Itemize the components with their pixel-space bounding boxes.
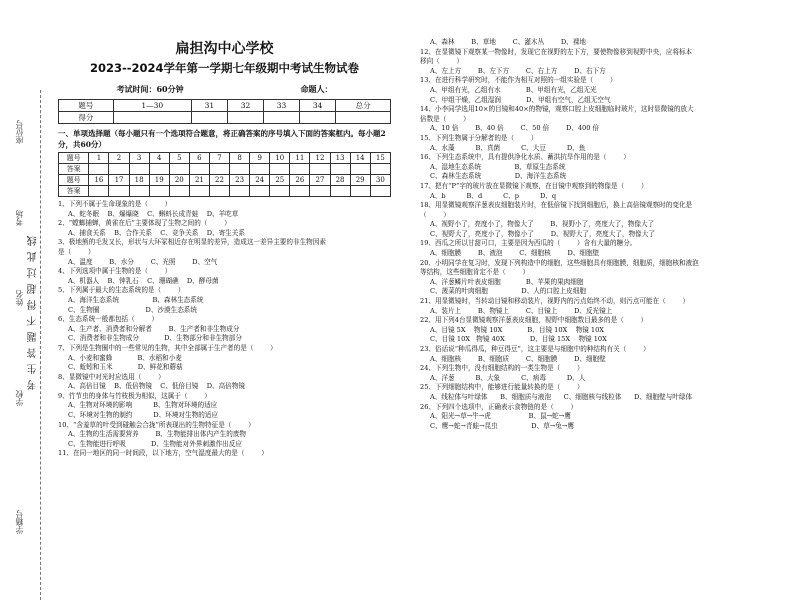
question-options: C、消费者和非生物成分 D、生物部分和非生物部分 — [68, 334, 242, 343]
question-number-cell: 21 — [189, 175, 209, 186]
question-text: 5、下列属于最大的生态系统的是（ ） — [58, 286, 185, 295]
question-options: C、生物圈 D、沙漠生态系统 — [68, 305, 197, 314]
score-header-cell: 总分 — [336, 100, 391, 112]
question-text: 19、西瓜之所以甘甜可口，主要是因为西瓜的（ ）含有大量的糖分。 — [420, 239, 637, 248]
question-options: A、目镜 5X 物镜 10X B、目镜 10X 物镜 10X — [430, 325, 604, 334]
question-text: 2、“螳螂捕蝉，黄雀在后”主要体现了生物之间的（ ） — [58, 219, 231, 228]
question-number-cell: 28 — [330, 175, 350, 186]
answer-cell[interactable] — [330, 186, 350, 197]
question-number-cell: 13 — [330, 153, 350, 164]
question-number-cell: 20 — [169, 175, 189, 186]
exam-time: 考试时间：60分钟 — [116, 84, 184, 94]
question-options: A、10 倍 B、40 倍 C、50 倍 D、400 倍 — [430, 124, 600, 133]
question-text: 移向（ ） — [420, 57, 464, 66]
answer-cell[interactable] — [189, 164, 209, 175]
answer-grid-label: 题号 — [59, 175, 89, 186]
question-text: 25、下列细胞结构中，能够进行能量转换的是（ ） — [420, 383, 584, 392]
question-number-cell: 12 — [310, 153, 330, 164]
answer-cell[interactable] — [169, 186, 189, 197]
score-cell[interactable] — [191, 112, 227, 124]
question-text: 15、下列生物属于分解者的是（ ） — [420, 133, 538, 142]
question-options: A、细胞膜 B、液泡 C、细胞核 D、细胞壁 — [430, 249, 600, 258]
question-options: A、阳光→草→牛→虎 B、鼠→蛇→鹰 — [430, 412, 571, 421]
question-options: A、甲组有光，乙组有水 B、甲组有光，乙组无光 — [430, 85, 597, 94]
question-options: A、生物对环境的影响 B、生物对环境的适应 — [68, 401, 218, 410]
question-text: 11、在同一地区的同一时间段，以下地方，空气湿度最大的是（ ） — [58, 449, 268, 458]
answer-cell[interactable] — [129, 164, 149, 175]
right-questions — [420, 38, 776, 431]
question-options: A、生物的生活需要营养 B、生物能排出体内产生的废物 — [68, 430, 247, 439]
exam-room-label: 考场 — [15, 210, 24, 226]
question-number-cell: 11 — [290, 153, 310, 164]
question-text: 14、小李同学选用10×的目镜和40×的物镜，观察口腔上皮细胞临时玻片，这时显微镜的放大 — [420, 105, 694, 114]
score-table — [58, 99, 391, 124]
answer-cell[interactable] — [290, 164, 310, 175]
question-number-cell: 26 — [290, 175, 310, 186]
question-text: （ ） — [420, 210, 450, 219]
answer-cell[interactable] — [330, 164, 350, 175]
answer-cell[interactable] — [230, 186, 250, 197]
question-number-cell: 18 — [129, 175, 149, 186]
name-label: 姓名 — [15, 290, 24, 306]
question-text: 4、下列选项中属于生物的是（ ） — [58, 267, 172, 276]
question-number-cell: 17 — [109, 175, 129, 186]
answer-cell[interactable] — [370, 164, 390, 175]
question-options: A、机器人 B、钟乳石 C、珊瑚礁 D、酵母菌 — [68, 276, 219, 285]
seal-line-text: 考生答题不得超过此线 — [28, 230, 39, 390]
question-text: 1、下列不属于生命现象的是（ ） — [58, 200, 172, 208]
question-number-cell: 23 — [230, 175, 250, 186]
answer-cell[interactable] — [149, 164, 169, 175]
question-number-cell: 10 — [270, 153, 290, 164]
question-options: A、蛇冬眠 B、爆爆晓 C、蝌蚪长成青蛙 D、羊吃草 — [68, 209, 239, 218]
question-options: A、森林 B、草地 C、灌木丛 D、裸地 — [430, 38, 586, 46]
question-text: 13、在进行科学研究时，不能作为相互对照的一组实验是（ ） — [420, 76, 617, 85]
answer-cell[interactable] — [250, 164, 270, 175]
answer-cell[interactable] — [270, 186, 290, 197]
question-options: A、装片上 B、物镜上 C、目镜上 D、反光镜上 — [430, 306, 613, 315]
question-options: A、捕食关系 B、合作关系 C、竞争关系 D、寄生关系 — [68, 228, 245, 237]
question-options: A、生产者、消费者和分解者 B、生产者和非生物成分 — [68, 324, 240, 333]
answer-grid — [58, 152, 391, 197]
score-cell[interactable] — [227, 112, 263, 124]
question-number-cell: 22 — [209, 175, 229, 186]
question-number-cell: 29 — [350, 175, 370, 186]
question-options: A、湿地生态系统 B、草原生态系统 — [430, 162, 566, 171]
answer-grid-label: 题号 — [59, 153, 89, 164]
score-header-cell: 题号 — [59, 100, 114, 112]
exam-title: 2023--2024学年第一学期七年级期中考试生物试卷 — [89, 61, 360, 75]
question-options: C、蚯蚓和玉米 D、鲜花和蘑菇 — [68, 363, 183, 372]
question-text: 12、在显微镜下观察某一物像时，发现它在视野的左下方，要使物像移到视野中央，应将标本 — [420, 47, 693, 56]
question-number-cell: 8 — [230, 153, 250, 164]
question-number-cell: 1 — [89, 153, 109, 164]
left-questions — [58, 200, 391, 459]
score-value-row — [59, 112, 391, 124]
answer-grid-label: 答案 — [59, 164, 89, 175]
score-header-cell: 34 — [300, 100, 336, 112]
question-options: A、温度 B、水分 C、光照 D、空气 — [68, 257, 218, 266]
answer-grid-label: 答案 — [59, 186, 89, 197]
school-name: 扁担沟中心学校 — [175, 41, 274, 57]
question-number-cell: 24 — [250, 175, 270, 186]
answer-cell[interactable] — [290, 186, 310, 197]
answer-input-row — [59, 164, 391, 175]
question-text: 22、用下列4台显微镜观察洋葱表皮细胞，视野中细胞数目最多的是（ ） — [420, 316, 648, 325]
question-number-cell: 27 — [310, 175, 330, 186]
question-text: 16、下列生态系统中，具有提供净化水质、蓄洪抗旱作用的是（ ） — [420, 153, 630, 162]
question-text: 17、把有“P”字的玻片放在显微镜下观察，在目镜中观察到的物像是（ ） — [420, 181, 648, 190]
answer-cell[interactable] — [209, 164, 229, 175]
question-options: C、森林生态系统 D、海洋生态系统 — [430, 172, 567, 181]
score-cell[interactable] — [113, 112, 191, 124]
answer-cell[interactable] — [109, 164, 129, 175]
question-text: 21、用显微镜时，当转动目镜和移动装片，视野内的污点始终不动，则污点可能在（ ） — [420, 297, 690, 306]
question-number-cell: 16 — [89, 175, 109, 186]
question-text: 7、下列是生物圈中的一些常见的生物，其中全部属于生产者的是（ ） — [58, 343, 277, 352]
question-options: C、鹰→蛇→青蛙→昆虫 D、草→兔→鹰 — [430, 421, 575, 430]
answer-cell[interactable] — [149, 186, 169, 197]
exam-meta — [58, 84, 391, 95]
left-column — [58, 38, 391, 459]
score-cell[interactable] — [336, 112, 391, 124]
question-number-cell: 9 — [250, 153, 270, 164]
question-number-cell: 14 — [350, 153, 370, 164]
question-options: A、水藻 B、真菌 C、大豆 D、鱼 — [430, 143, 586, 152]
student-id-label: 学籍号 — [15, 510, 24, 534]
answer-cell[interactable] — [270, 164, 290, 175]
question-options: A、细胞核 B、细胞质 C、细胞膜 D、细胞壁 — [430, 354, 606, 363]
answer-cell[interactable] — [89, 186, 109, 197]
answer-number-row — [59, 175, 391, 186]
answer-number-row — [59, 153, 391, 164]
question-text: 10、“含羞草的叶受到碰触会合拢”所表现出的生物特征是（ ） — [58, 420, 255, 429]
question-text: 24、下列生物中，没有细胞结构的一类生物是（ ） — [420, 364, 584, 373]
question-text: 18、用显微镜观察洋葱表皮细胞装片时，在低倍镜下找到细胞后，换上高倍镜观察时的变化是 — [420, 201, 693, 210]
question-options: A、海洋生态系统 B、森林生态系统 — [68, 295, 204, 304]
score-header-cell: 32 — [227, 100, 263, 112]
question-number-cell: 7 — [209, 153, 229, 164]
answer-cell[interactable] — [350, 186, 370, 197]
score-header-cell: 31 — [191, 100, 227, 112]
question-options: A、高倍目镜 B、低倍物镜 C、低倍目镜 D、高倍物镜 — [68, 382, 245, 391]
answer-cell[interactable] — [189, 186, 209, 197]
question-text: 20、小明同学在复习时，发现下列构造中的细胞，这些细胞具有细胞膜，细胞质，细胞核和液泡 — [420, 258, 699, 267]
score-row-label: 得分 — [59, 112, 114, 124]
question-options: A、线粒体与叶绿体 B、细胞质与液泡 C、细胞核与线粒体 D、细胞壁与叶绿体 — [430, 392, 693, 401]
answer-cell[interactable] — [310, 186, 330, 197]
question-options: C、甲组干燥，乙组湿润 D、甲组有空气，乙组无空气 — [430, 95, 611, 104]
answer-cell[interactable] — [129, 186, 149, 197]
question-options: C、生物能进行呼吸 D、生物能对外界刺激作出反应 — [68, 439, 242, 448]
answer-cell[interactable] — [250, 186, 270, 197]
score-cell[interactable] — [264, 112, 300, 124]
question-text: 倍数是（ ） — [420, 114, 470, 123]
question-options: C、环境对生物的制约 D、环境对生物的适应 — [68, 411, 218, 420]
question-number-cell: 3 — [129, 153, 149, 164]
question-text: 6、生态系统一般都包括（ ） — [58, 315, 159, 324]
question-options: C、菠菜的叶肉细胞 D、人的口腔上皮细胞 — [430, 287, 586, 296]
question-text: 3、极地熊的毛发又长，形状与大环冢相近存在明显的差异，造成这一差异主要的非生物因素 — [58, 238, 326, 247]
answer-cell[interactable] — [310, 164, 330, 175]
question-text: 8、显微镜中对光时应选用（ ） — [58, 372, 165, 381]
question-options: A、左上方 B、左下方 C、右上方 D、右下方 — [430, 66, 606, 75]
seat-number-label: 座位号 — [15, 120, 24, 144]
binding-margin — [0, 90, 52, 600]
question-options: C、视野大了，亮度小了，物像小了 D、视野大了，亮度大了，物像大了 — [430, 229, 655, 238]
question-options: A、洋葱 B、大象 C、病毒 D、人 — [430, 373, 586, 382]
question-options: A、b B、d C、p D、q — [430, 191, 557, 200]
question-text: 9、竹节虫的身体与竹枝极为相似，这属于（ ） — [58, 391, 211, 400]
answer-cell[interactable] — [370, 186, 390, 197]
exam-author: 命题人： — [300, 84, 333, 94]
answer-cell[interactable] — [169, 164, 189, 175]
answer-cell[interactable] — [230, 164, 250, 175]
score-header-cell: 33 — [264, 100, 300, 112]
question-options: A、视野小了，亮度小了，物像大了 B、视野小了，亮度大了，物像大了 — [430, 220, 655, 229]
score-header-row — [59, 100, 391, 112]
question-number-cell: 4 — [149, 153, 169, 164]
answer-input-row — [59, 186, 391, 197]
question-number-cell: 19 — [149, 175, 169, 186]
question-number-cell: 25 — [270, 175, 290, 186]
question-number-cell: 30 — [370, 175, 390, 186]
question-number-cell: 6 — [189, 153, 209, 164]
question-options: A、洋葱鳞片叶表皮细胞 B、苹果的果肉细胞 — [430, 277, 584, 286]
answer-cell[interactable] — [350, 164, 370, 175]
question-text: 26、下列四个选项中，正确表示食物链的是（ ） — [420, 402, 578, 411]
school-label: 学校 — [15, 390, 24, 406]
question-text: 是（ ） — [58, 247, 95, 256]
section-heading: 一、单项选择题（每小题只有一个选项符合题意，将正确答案的序号填入下面的答案框内。每小题2分，共60分） — [58, 129, 386, 149]
question-number-cell: 5 — [169, 153, 189, 164]
question-options: A、小麦和蜜蜂 B、水稻和小麦 — [68, 353, 182, 362]
answer-cell[interactable] — [109, 186, 129, 197]
score-cell[interactable] — [300, 112, 336, 124]
question-number-cell: 2 — [109, 153, 129, 164]
question-text: 等结构，这些细胞肯定不是（ ） — [420, 268, 530, 277]
question-text: 23、俗话说“种瓜得瓜，种豆得豆”，这主要是与细胞中的种结构有关（ ） — [420, 345, 650, 353]
answer-cell[interactable] — [209, 186, 229, 197]
question-options: C、目镜 10X 物镜 40X D、目镜 15X 物镜 10X — [430, 335, 607, 344]
question-number-cell: 15 — [370, 153, 390, 164]
answer-cell[interactable] — [89, 164, 109, 175]
score-header-cell: 1—30 — [113, 100, 191, 112]
